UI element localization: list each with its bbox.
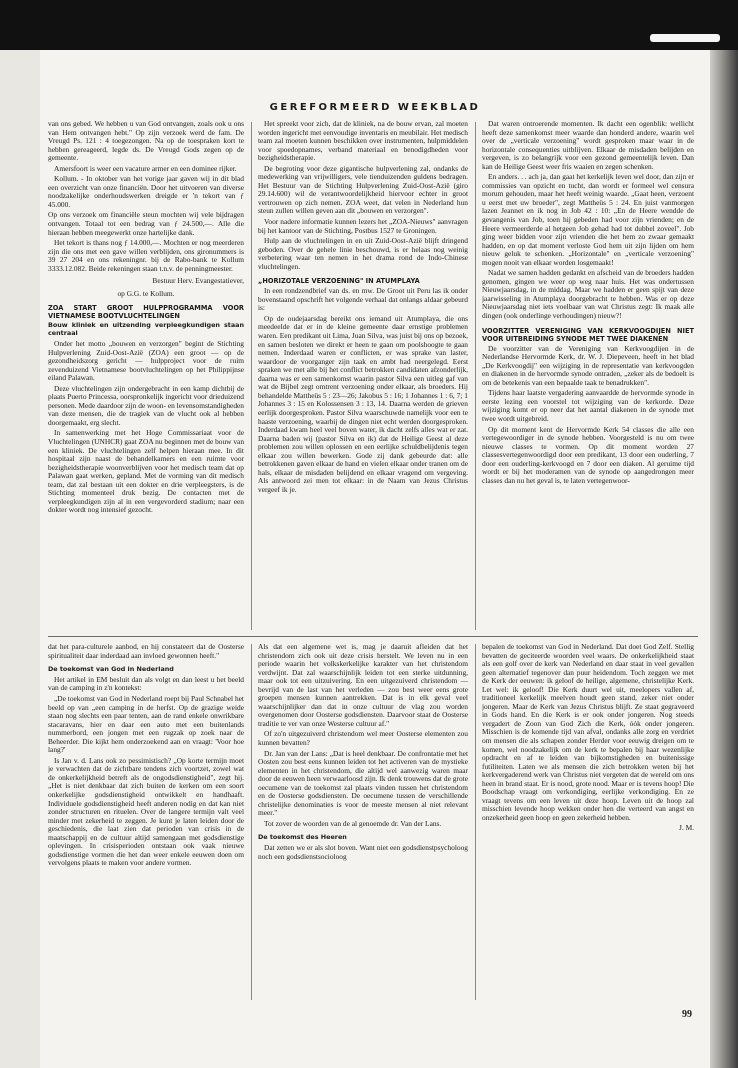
- paragraph: Dat zetten we er als slot boven. Want niet een godsdienstpsycholoog noch een godsdienstsocioloog: [258, 843, 468, 861]
- column-2-bottom: [258, 643, 468, 1003]
- section-divider: [48, 636, 698, 637]
- subheading: Bouw kliniek en uitzending verpleegkundigen staan centraal: [48, 321, 244, 338]
- column-rule: [475, 122, 476, 630]
- paragraph: Nadat we samen hadden gedankt en afscheid van de broeders hadden genomen, gingen we weer op weg naar huis. Het was ondertussen Nieuwjaarsdag, in de middag. Maar we hadden er geen spijt van deze jaarwisseling in Atumplaya doorgebracht te hebben. Was er op deze Nieuwjaarsdag niet iets voelbaar van wat Christus zegt: Ik maak alle dingen (ook onderlinge verhoudingen) nieuw?!: [482, 268, 694, 321]
- section-heading: ZOA START GROOT HULPPROGRAMMA VOOR VIETNAMESE BOOTVLUCHTELINGEN: [48, 304, 244, 321]
- column-rule: [475, 644, 476, 1000]
- column-1-bottom: [48, 643, 244, 1003]
- scan-top-border: [0, 0, 738, 50]
- paragraph: Het tekort is thans nog ƒ 14.000,—. Mochten er nog meerderen zijn die ons met een gave willen verblijden, ons gironummers is 39 27 204 en ons rekeningnr. bij de Rabo-bank te Kollum 3333.12.082. Beide rekeningen staan t.n.v. de penningmeester.: [48, 238, 244, 273]
- paragraph: Op ons verzoek om financiële steun mochten wij vele bijdragen ontvangen. Totaal tot een bedrag van ƒ 24.500,—. Alle die hieraan hebben meegewerkt onze hartelijke dank.: [48, 210, 244, 237]
- paragraph: Onder het motto „bouwen en verzorgen" begint de Stichting Hulpverlening Zuid-Oost-Azië (ZOA) een groot — op de gezondheidszorg gericht — hulpproject voor de ruim zevenduizend Vietnamese bootvluchtelingen op het Philippijnse eiland Palawan.: [48, 338, 244, 383]
- signature: op G.G. te Kollum.: [117, 288, 175, 298]
- paragraph: De begroting voor deze gigantische hulpverlening zal, ondanks de medewerking van vrijwilligers, vele tienduizenden guldens bedragen. Het Bestuur van de Stichting Hulpverlening Zuid-Oost-Azië (giro 29.14.600) wil de verantwoordelijkheid hiervoor echter in groot vertrouwen op zich nemen. ZOA weet, dat velen in Nederland hun steun zullen willen geven aan dit „bouwen en verzorgen".: [258, 163, 468, 216]
- signature: Bestuur Herv. Evangestatiever,: [152, 276, 244, 286]
- column-3-top: [482, 120, 694, 632]
- paragraph: Het spreekt voor zich, dat de kliniek, na de bouw ervan, zal moeten worden ingericht met eenvoudige inventaris en meubilair. Het medisch team zal moeten kunnen beschikken over instrumenten, hulpmiddelen voor spoedopnames, verband materiaal en benodigdheden voor bezigheidstherapie.: [258, 120, 468, 163]
- signature: J. M.: [679, 823, 694, 833]
- paragraph: dat het para-culturele aanbod, en hij constateert dat de Oosterse spiritualiteit daar inderdaad aan invloed gewonnen heeft.": [48, 643, 244, 660]
- paragraph: Voor nadere informatie kunnen lezers het „ZOA-Nieuws" aanvragen bij het kantoor van de Stichting, Postbus 1527 te Groningen.: [258, 217, 468, 235]
- paragraph: Amersfoort is weer een vacature armer en een dominee rijker.: [54, 163, 237, 173]
- paragraph: Kollum. - In oktober van het vorige jaar gaven wij in dit blad een overzicht van onze financiën. Door het uitvoeren van diverse noodzakelijke onderhoudswerken dreigde er 'n tekort van ƒ 45.000.: [48, 174, 244, 209]
- paragraph: Hulp aan de vluchtelingen in en uit Zuid-Oost-Azië blijft dringend geboden. Over de gehele linie beschouwd, is er helaas nog weinig verbetering waar ten nemen in het drama rond de Indo-Chinese vluchtelingen.: [258, 236, 468, 271]
- paragraph: Het artikel in EM besluit dan als volgt en dan leest u het beeld van de camping in z'n kontekst:: [48, 674, 244, 693]
- paragraph: bepalen de toekomst van God in Nederland. Dat doet God Zelf. Stellig bevatten de geciteerde woorden veel waars. De onkerkelijkheid staat als een golf over de kerk van Nederland en daar staat in veel gevallen geen alternatief tegenover dan puur heidendom. Toch zeggen we met de Kerk der eeuwen: ik geloof de heilige, algemene, christelijke Kerk. Let wel: ik geloof! Die Kerk duurt wel uit, meelopers vallen af, traditioneel kerkelijk meelven houdt geen stand, zeker niet onder jongeren. Maar de Kerk van Jezus Christus blijft. Ze staat gegraveerd in Gods hand. En die Kerk is er ook onder jongeren. Nog steeds vergadert de Zoon van God Zich die Kerk, óók onder jongeren. Misschien is de komende tijd van afval, ondanks alle zorg en verdriet om mensen die als schapen zonder Herder voor eeuwig dreigen om te komen, wel noodzakelijk om de kerk te bepalen bij haar wezenlijke opdracht en af te leiden van bijkomstigheden en buitenissige futiliteiten. Laten we als mensen die zich betrokken weten bij het kerkvergaderend werk van Christus niet vergeten dat de wereld om ons heen in brand staat. Er is nood, grote nood. Maar er is tevens hoop! Die Boodschap vraagt om verkondiging, eerlijke verkondiging. En ze vraagt tevens om een leven uit deze hoop. Leven uit de hoop zal misschien levende hoop wekken onder hen die verteerd van angst en onzekerheid geen hoop en geen zekerheid hebben.: [482, 643, 694, 822]
- paragraph: Tot zover de woorden van de al genoemde dr. Van der Lans.: [264, 818, 442, 828]
- paragraph: Als dat een algemene wet is, mag je daaruit afleiden dat het christendom zich ook uit deze crisis herstelt. We leven nu in een periode waarin het volkskerkelijke karakter van het christendom verdwijnt. Dat zal waarschijnlijk leiden tot een sterke uitdunning, maar ook tot een uitzuivering. En een uitgezuiverd christendom — bevrijd van de last van het verleden — zou best weer eens grote groepen mensen kunnen aantrekken. Dat is in elk geval veel waarschijnlijker dan dat in onze cultuur de vlag zou worden overgenomen door Oosterse godsdiensten. Daarvoor staat de Oosterse traditie te ver van onze Westerse cultuur af.": [258, 643, 468, 728]
- paragraph: Deze vluchtelingen zijn ondergebracht in een kamp dichtbij de plaats Puerto Princessa, oorspronkelijk ingericht voor drieduizend personen. Mede daardoor zijn de woon- en levensomstandigheden van deze mensen, die de tragiek van de vlucht ook al hebben doorgemaakt, erg slecht.: [48, 383, 244, 427]
- column-rule: [251, 122, 252, 630]
- page-header: GEREFORMEERD WEEKBLAD: [269, 102, 481, 113]
- column-rule: [251, 644, 252, 1000]
- subheading: De toekomst van God in Nederland: [48, 665, 174, 674]
- paragraph: En anders. . . ach ja, dan gaat het kerkelijk leven wel door, dan zijn er commissies van opzicht en tucht, dan wordt er formeel wel censura morum gehouden, maar het heeft weinig waarde. „Gaat heen, verzoent u eerst met uw broeder", zegt Mattheüs 5 : 24. En juist vanmorgen lazen Jeannet en ik nog in Job 42 : 10: „En de Heere wendde de gevangenis van Job, toen hij gebeden had voor zijn vrienden; en de Heere vermeerderde al hetgeen Job gehad had tot dubbel zoveel". Job ging weer bidden voor zijn vrienden die het hem zo zwaar gemaakt hadden, en op dat moment verloste God hem uit zijn lijden om hem nieuw geluk te schenken. „Horizontale" en „verticale verzoening" mogen nooit van elkaar worden losgemaakt!: [482, 172, 694, 267]
- paragraph: Dr. Jan van der Lans: „Dat is heel denkbaar. De confrontatie met het Oosten zou best eens kunnen leiden tot het activeren van de mystieke elementen in het christendom, die altijd wel aanwezig waren maar door de eeuwen heen verwaarloosd zijn. Ik denk trouwens dat de grote oecumene van de toekomst zal plaats vinden tussen het christendom en de Oosterse godsdiensten. De oecumene tussen de verschillende christelijke denominaties is voor de meeste mensen al niet relevant meer.": [258, 748, 468, 818]
- column-1-top: [48, 120, 244, 632]
- paragraph: Of zo'n uitgezuiverd christendom wel meer Oosterse elementen zou kunnen bevatten?: [258, 729, 468, 748]
- paragraph: In een rondzendbrief van ds. en mw. De Groot uit Peru las ik onder bovenstaand opschrift het volgende verhaal dat onlangs aldaar gebeurd is:: [258, 286, 468, 313]
- paragraph: Op de oudejaarsdag bereikt ons iemand uit Atumplaya, die ons meedeelde dat er in de kleine gemeente daar ernstige problemen waren. Een predikant uit Lima, Juan Silva, was juist bij ons op bezoek, en samen besloten we direkt er heen te gaan om poolshoogte te gaan nemen. Inderdaad waren er conflicten, er was sprake van laster, waardoor de voorganger zijn taak en ambt had neergelegd. Eerst spraken we met alle bij het conflict betrokken candidaten afzonderlijk, daarna was er een samenkomst waarin pastor Silva een uitleg gaf van wat de Bijbel zegt omtrent verzoening onder elkaar, als broeders. Hij behandelde Mattheüs 5 : 23—26; Jakobus 5 : 16; 1 Johannes 1 : 6, 7; 1 Johannes 3 : 15 en Kolossensen 3 : 13, 14. Daarna werden de grieven eerlijk doorgesproken. Pastor Silva waarschuwde namelijk voor een te haaste verzoening, waarbij de dingen niet echt werden doorgesproken. Inderdaad kwam heel veel boven water, ik dacht zelfs alles wat er zat. Daarna baden wij (pastor Silva en ik) dat de Heilige Geest al deze problemen zou willen oplossen en een eerlijke schuldbelijdenis tegen elkaar zou willen bewerken. Gode zij dank gebeurde dat: alle betrokkenen gaven elkaar de hand en vielen elkaar onder tranen om de hals, elkaar de misdaden belijdend en elkaar vragend om vergeving. Als antwoord zei men tot elkaar: in de Naam van Jezus Christus vergeef ik je.: [258, 313, 468, 494]
- paragraph: „De toekomst van God in Nederland roept bij Paul Schnabel het beeld op van „een camping in de herfst. Op de grazige weide staan nog slechts een paar tenten, aan de rand enkele onwrikbare stacaravans, hier en daar een auto met een buitenlands nummerbord, een jongen met een rugzak op zoek naar de Beheerder. Die kijkt hem onderzoekend aan en vraagt: 'Voor hoe lang?': [48, 693, 244, 755]
- scan-right-edge: [710, 50, 738, 1068]
- subheading: De toekomst des Heeren: [258, 833, 347, 842]
- paragraph: van ons gebed. We hebben u van God ontvangen, zoals ook u ons van Hem ontvangen hebt." Op zijn verzoek werd de fam. De Vreugd Ps. 121 : 4 toegezongen. Na op de toespraken kort te hebben gereageerd, legde ds. De Vreugd Gods zegen op de gemeente.: [48, 120, 244, 163]
- page-number: 99: [682, 1009, 692, 1020]
- paragraph: Op dit moment kent de Hervormde Kerk 54 classes die alle een vertegewoordiger in de synode hebben. Voorgesteld is nu om twee nieuwe classes te vormen. Op dit moment worden 27 classesvertegenwoordigd door een predikant, 13 door een ouderling, 7 door een ouderling-kerkvoogd en 7 door een diaken. Al geruime tijd wordt er bij het moderamen van de synode op aangedrongen meer classes dan nu het geval is, te laten vertegenwoor-: [482, 424, 694, 485]
- paragraph: Dat waren ontroerende momenten. Ik dacht een ogenblik: wellicht heeft deze samenkomst meer waarde dan honderd andere, waarin wel over de „verticale verzoening" wordt gesproken maar waar in de horizontale consequenties uitblijven. Elkaar de misdaden belijden en vergeven, is zo belangrijk voor een gezond gemeentelijk leven. Dan kan de Heilige Geest weer fris waaien en zegen schenken.: [482, 120, 694, 171]
- paragraph: In samenwerking met het Hoge Commissariaat voor de Vluchtelingen (UNHCR) gaat ZOA nu beginnen met de bouw van een kliniek. De vluchtelingen zelf helpen hieraan mee. In dit hospitaal zijn naast de behandelkamers en een ruimte voor bezigheidstherapie woonverblijven voor het medisch team dat op Palawan gaat werken, gepland. Met de vorming van dit medisch team, dat zal bestaan uit een dokter en drie verpleegsters, is de Stichting momenteel druk bezig. De contacten met de verpleegkundigen zijn al in een vergevorderd stadium; naar een dokter wordt nog intensief gezocht.: [48, 428, 244, 515]
- column-3-bottom: [482, 643, 694, 1003]
- paragraph: De voorzitter van de Vereniging van Kerkvoogdijen in de Nederlandse Hervormde Kerk, dr. W. J. Diepeveen, heeft in het blad „De Kerkvoogdij" een wijziging in de representatie van kerkvoogden en diakenen in de hervormde synode ontraden, „zeker als de bedoelt is om de betekenis van een bepaalde taak te benadrukken".: [482, 343, 694, 387]
- column-2-top: [258, 120, 468, 632]
- paragraph: Is Jan v. d. Lans ook zo pessimistisch? „Op korte termijn moet je verwachten dat de zichtbare tendens zich voortzet, zowel wat de onkerkelijkheid betreft als de ongodsdienstigheid", zegt hij. „Het is niet denkbaar dat zich buiten de kerken om een soort onkerkelijke godsdienstigheid ontwikkelt en handhaaft. Individuele godsdienstigheid heeft anderen nodig en dat kan niet zonder structuren en rituelen. Over de langere termijn valt veel minder met zekerheid te zeggen. Je kunt je laten leiden door de geschiedenis, die laat zien dat perioden van crisis in de maatschappij en de cultuur altijd samengaan met godsdienstige oplevingen. In crisisperioden ontstaan ook vaak nieuwe godsdienstige vormen die het dan weer enkele eeuwen doen om vervolgens plaats te maken voor andere vormen.: [48, 755, 244, 868]
- section-heading: VOORZITTER VERENIGING VAN KERKVOOGDIJEN NIET VOOR UITBREIDING SYNODE MET TWEE DIAKENEN: [482, 326, 694, 343]
- newspaper-page: [40, 50, 710, 1068]
- paragraph: Tijdens haar laatste vergadering aanvaardde de hervormde synode in eerste lezing een voorstel tot wijziging van de kerkorde. Deze wijziging komt er op neer dat het aantal diakenen in de synode met twee wordt uitgebreid.: [482, 388, 694, 423]
- section-heading: „HORIZOTALE VERZOENING" IN ATUMPLAYA: [258, 277, 420, 286]
